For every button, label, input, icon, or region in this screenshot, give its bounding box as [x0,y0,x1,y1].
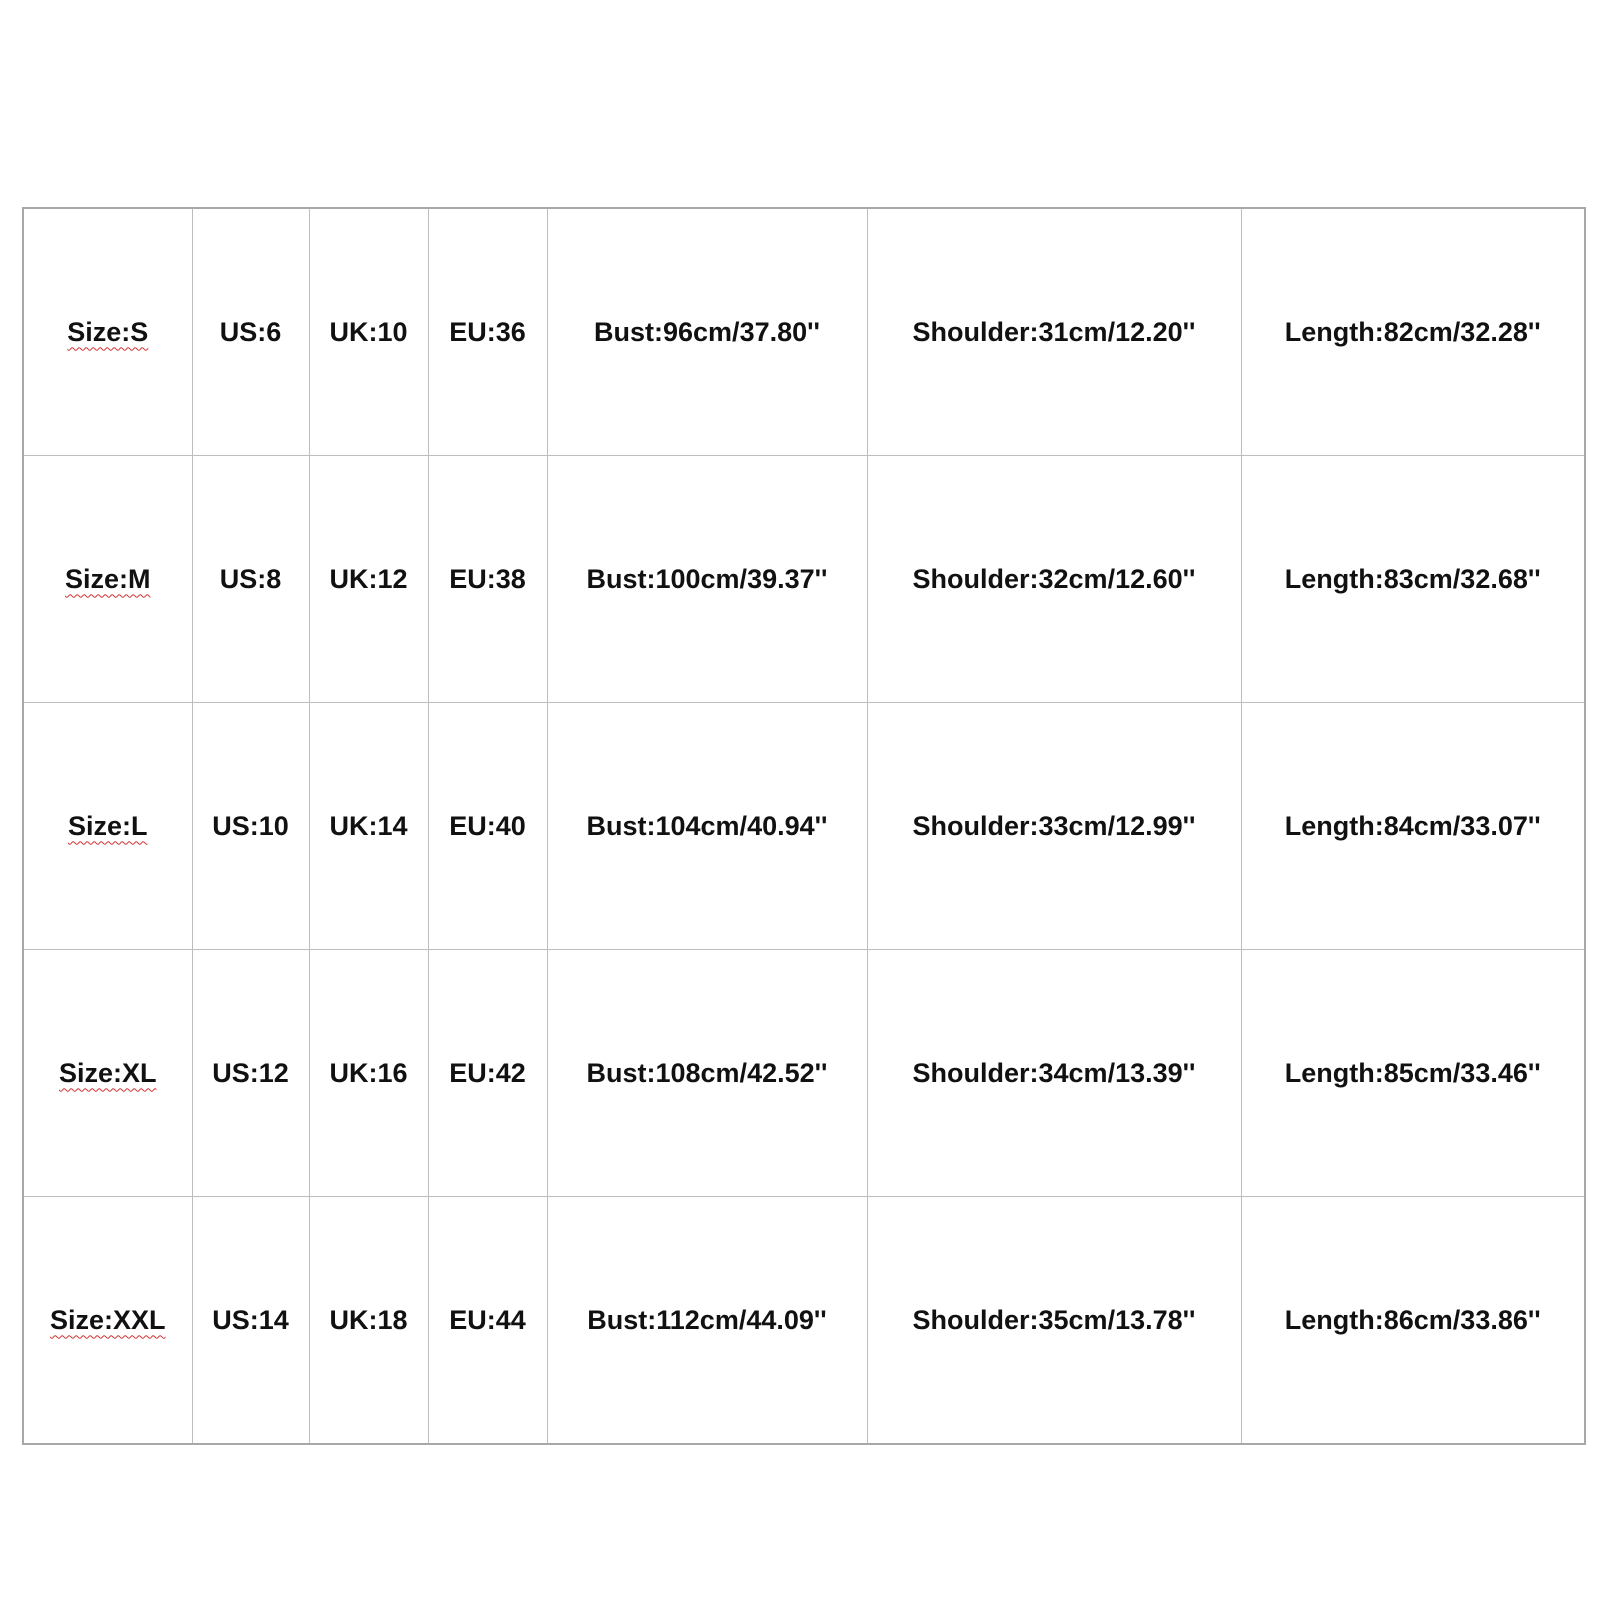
us-size-text: US:8 [219,563,282,594]
uk-size-cell [309,950,428,1197]
eu-size-text: EU:40 [449,810,526,841]
length-text: Length:86cm/33.86'' [1284,1304,1541,1335]
us-size-cell [192,208,309,456]
size-cell [23,208,192,456]
bust-cell [547,208,867,456]
size-chart-table [22,207,1586,1445]
eu-size-cell [428,208,547,456]
size-cell [23,703,192,950]
size-text: Size:M [64,563,151,594]
bust-text: Bust:96cm/37.80'' [594,316,820,347]
table-row [23,456,1585,703]
bust-text: Bust:112cm/44.09'' [587,1304,827,1335]
table-row [23,208,1585,456]
us-size-text: US:12 [212,1057,289,1088]
eu-size-cell [428,950,547,1197]
uk-size-text: UK:16 [329,1057,408,1088]
bust-cell [547,703,867,950]
uk-size-text: UK:10 [329,316,408,347]
bust-text: Bust:100cm/39.37'' [586,563,828,594]
uk-size-cell [309,1197,428,1445]
length-text: Length:84cm/33.07'' [1284,810,1541,841]
eu-size-text: EU:42 [449,1057,526,1088]
us-size-text: US:14 [212,1304,289,1335]
shoulder-text: Shoulder:32cm/12.60'' [912,563,1196,594]
length-cell [1241,208,1585,456]
shoulder-text: Shoulder:31cm/12.20'' [912,316,1196,347]
table-row [23,703,1585,950]
size-chart-body [23,208,1585,1444]
uk-size-cell [309,456,428,703]
us-size-cell [192,456,309,703]
us-size-text: US:10 [212,810,289,841]
shoulder-cell [867,703,1241,950]
size-cell [23,1197,192,1445]
size-text: Size:L [67,810,148,841]
eu-size-text: EU:36 [449,316,526,347]
uk-size-cell [309,703,428,950]
shoulder-text: Shoulder:34cm/13.39'' [912,1057,1196,1088]
eu-size-text: EU:38 [449,563,526,594]
uk-size-cell [309,208,428,456]
size-cell [23,456,192,703]
length-cell [1241,456,1585,703]
eu-size-cell [428,1197,547,1445]
length-cell [1241,1197,1585,1445]
size-text: Size:XXL [49,1304,166,1335]
us-size-text: US:6 [219,316,282,347]
length-text: Length:82cm/32.28'' [1284,316,1541,347]
eu-size-cell [428,456,547,703]
size-text: Size:S [67,316,149,347]
shoulder-text: Shoulder:35cm/13.78'' [912,1304,1196,1335]
table-row [23,1197,1585,1445]
size-cell [23,950,192,1197]
shoulder-text: Shoulder:33cm/12.99'' [912,810,1196,841]
uk-size-text: UK:12 [329,563,408,594]
uk-size-text: UK:18 [329,1304,408,1335]
length-text: Length:85cm/33.46'' [1284,1057,1541,1088]
length-text: Length:83cm/32.68'' [1284,563,1541,594]
bust-text: Bust:108cm/42.52'' [586,1057,828,1088]
eu-size-cell [428,703,547,950]
length-cell [1241,703,1585,950]
table-row [23,950,1585,1197]
shoulder-cell [867,950,1241,1197]
uk-size-text: UK:14 [329,810,408,841]
us-size-cell [192,950,309,1197]
bust-text: Bust:104cm/40.94'' [586,810,828,841]
shoulder-cell [867,208,1241,456]
shoulder-cell [867,456,1241,703]
length-cell [1241,950,1585,1197]
eu-size-text: EU:44 [449,1304,526,1335]
size-text: Size:XL [58,1057,157,1088]
us-size-cell [192,703,309,950]
bust-cell [547,456,867,703]
bust-cell [547,950,867,1197]
shoulder-cell [867,1197,1241,1445]
bust-cell [547,1197,867,1445]
us-size-cell [192,1197,309,1445]
